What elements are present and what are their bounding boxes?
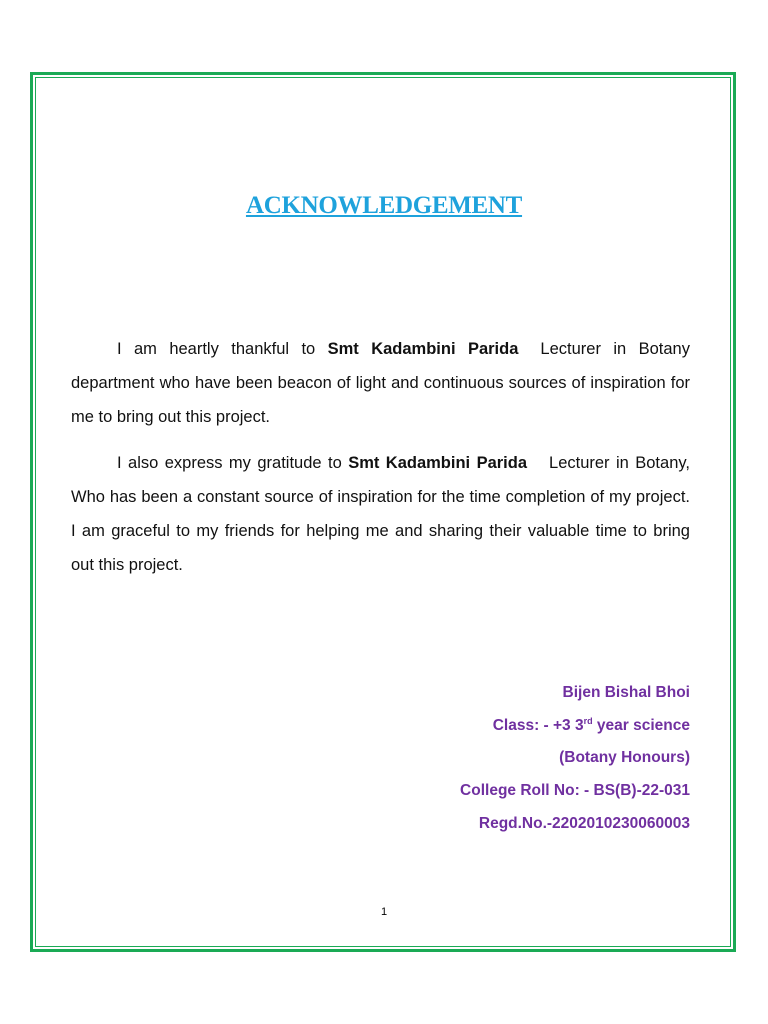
signature-honours: (Botany Honours) — [559, 749, 690, 766]
signature-class-sup: rd — [583, 716, 593, 726]
signature-class-prefix: Class: - +3 3 — [492, 717, 584, 734]
signature-roll: College Roll No: - BS(B)-22-031 — [460, 782, 690, 799]
signature-regd: Regd.No.-2202010230060003 — [478, 815, 690, 832]
paragraph-2-rest: Lecturer in Botany, Who has been a constant source of inspiration for the time completion of my project. I am graceful to my friends for helping me and sharing their valuable time to bring out this project. — [71, 454, 690, 574]
paragraph-2-name: Smt Kadambini Parida — [348, 454, 528, 472]
paragraph-2-lead: I also express my gratitude to — [117, 454, 349, 472]
paragraph-2 — [71, 446, 690, 582]
paragraph-1-rest: Lecturer in Botany department who have been beacon of light and continuous sources of inspiration for me to bring out this project. — [71, 340, 690, 426]
paragraph-1-lead: I am heartly thankful to — [117, 340, 328, 358]
signature-class — [493, 716, 690, 735]
signature-name: Bijen Bishal Bhoi — [562, 684, 690, 701]
page-number: 1 — [380, 906, 388, 918]
paragraph-1 — [71, 332, 690, 434]
paragraph-1-name: Smt Kadambini Parida — [327, 340, 519, 358]
signature-class-suffix: year science — [592, 717, 690, 734]
page-title: ACKNOWLEDGEMENT — [245, 192, 523, 219]
